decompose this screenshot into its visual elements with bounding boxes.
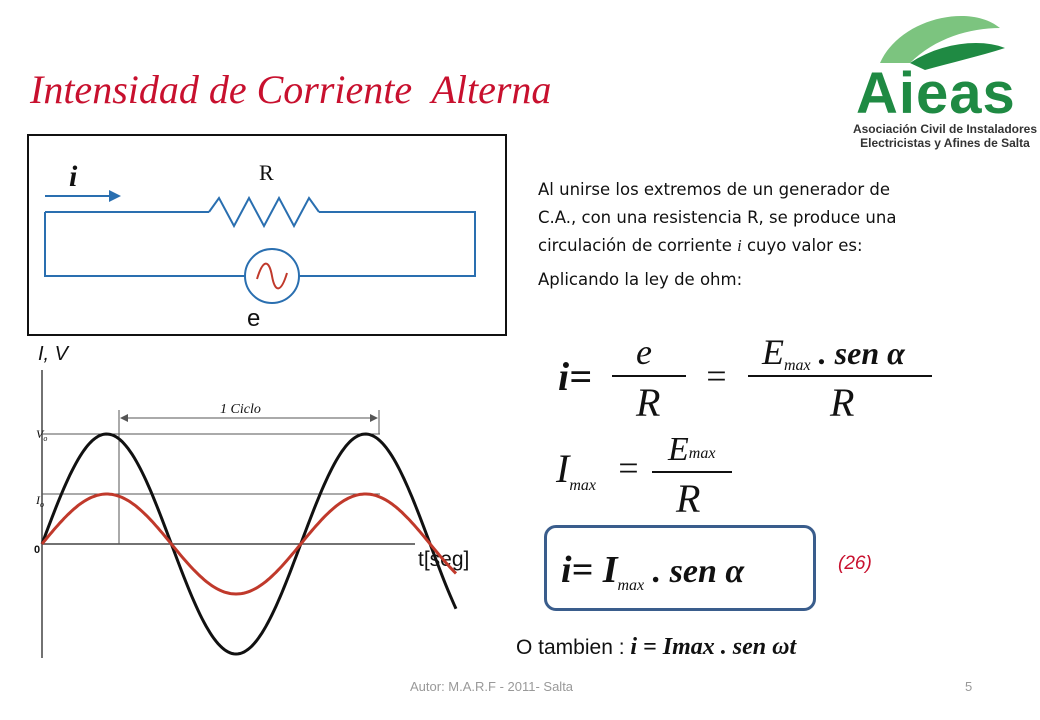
f3-formula: $i= I_{max}$ . sen α [561,549,745,594]
boxed-formula-svg [547,528,813,608]
circuit-diagram [27,134,507,336]
formula-ohm [540,328,960,428]
f1-num1: e [636,332,652,372]
logo-name: Aieas [856,61,1016,126]
footer-author: Autor: M.A.R.F - 2011- Salta [410,679,574,694]
f2-lhs: $I_{max}$ [556,446,596,494]
io-label: $I_o$ [36,493,44,509]
para-line3-a: circulación de corriente [538,236,738,255]
vo-label: $V_o$ [36,427,48,443]
f1-den1: R [636,380,661,425]
logo-subtitle-line1: Asociación Civil de Instaladores [852,122,1038,136]
page-number: 5 [965,679,973,694]
f2-eq: = [616,448,641,488]
boxed-formula [544,525,816,611]
f2-num: Emax [668,431,716,468]
current-label: i [69,160,78,193]
source-label: e [247,305,261,332]
y-axis-label: I, V [38,343,69,365]
alt-formula: i = Imax . sen ωt [630,634,797,660]
para-line1: Al unirse los extremos de un generador de [538,180,890,199]
f1-lhs: i= [558,354,592,399]
alternate-formula [516,634,796,661]
origin-label: 0 [34,544,41,556]
circuit-svg [29,136,505,334]
para-line3 [538,232,958,260]
f1-num2: Emax . sen α [762,332,905,374]
f1-eq: = [704,356,729,396]
formula-imax [540,420,760,520]
f1-den2: R [830,380,855,425]
para-line3-i: i [737,236,742,255]
description-paragraph [538,176,958,260]
cycle-label: 1 Ciclo [220,402,261,417]
equation-number: (26) [838,553,872,574]
sine-wave-graph [20,340,500,660]
logo-subtitle-line2: Electricistas y Afines de Salta [860,136,1030,150]
x-axis-label: t[seg] [418,548,470,571]
f2-den: R [676,476,701,520]
para-line3-b: cuyo valor es: [741,236,863,255]
para-line2: C.A., con una resistencia R, se produce una [538,208,897,227]
ohm-law-text: Aplicando la ley de ohm: [538,270,743,289]
resistor-label: R [259,160,274,185]
slide-title: Intensidad de Corriente Alterna [30,67,552,112]
logo-subtitle [850,122,1040,150]
resistor-symbol [209,198,319,226]
alt-prefix: O tambien : [516,636,631,659]
